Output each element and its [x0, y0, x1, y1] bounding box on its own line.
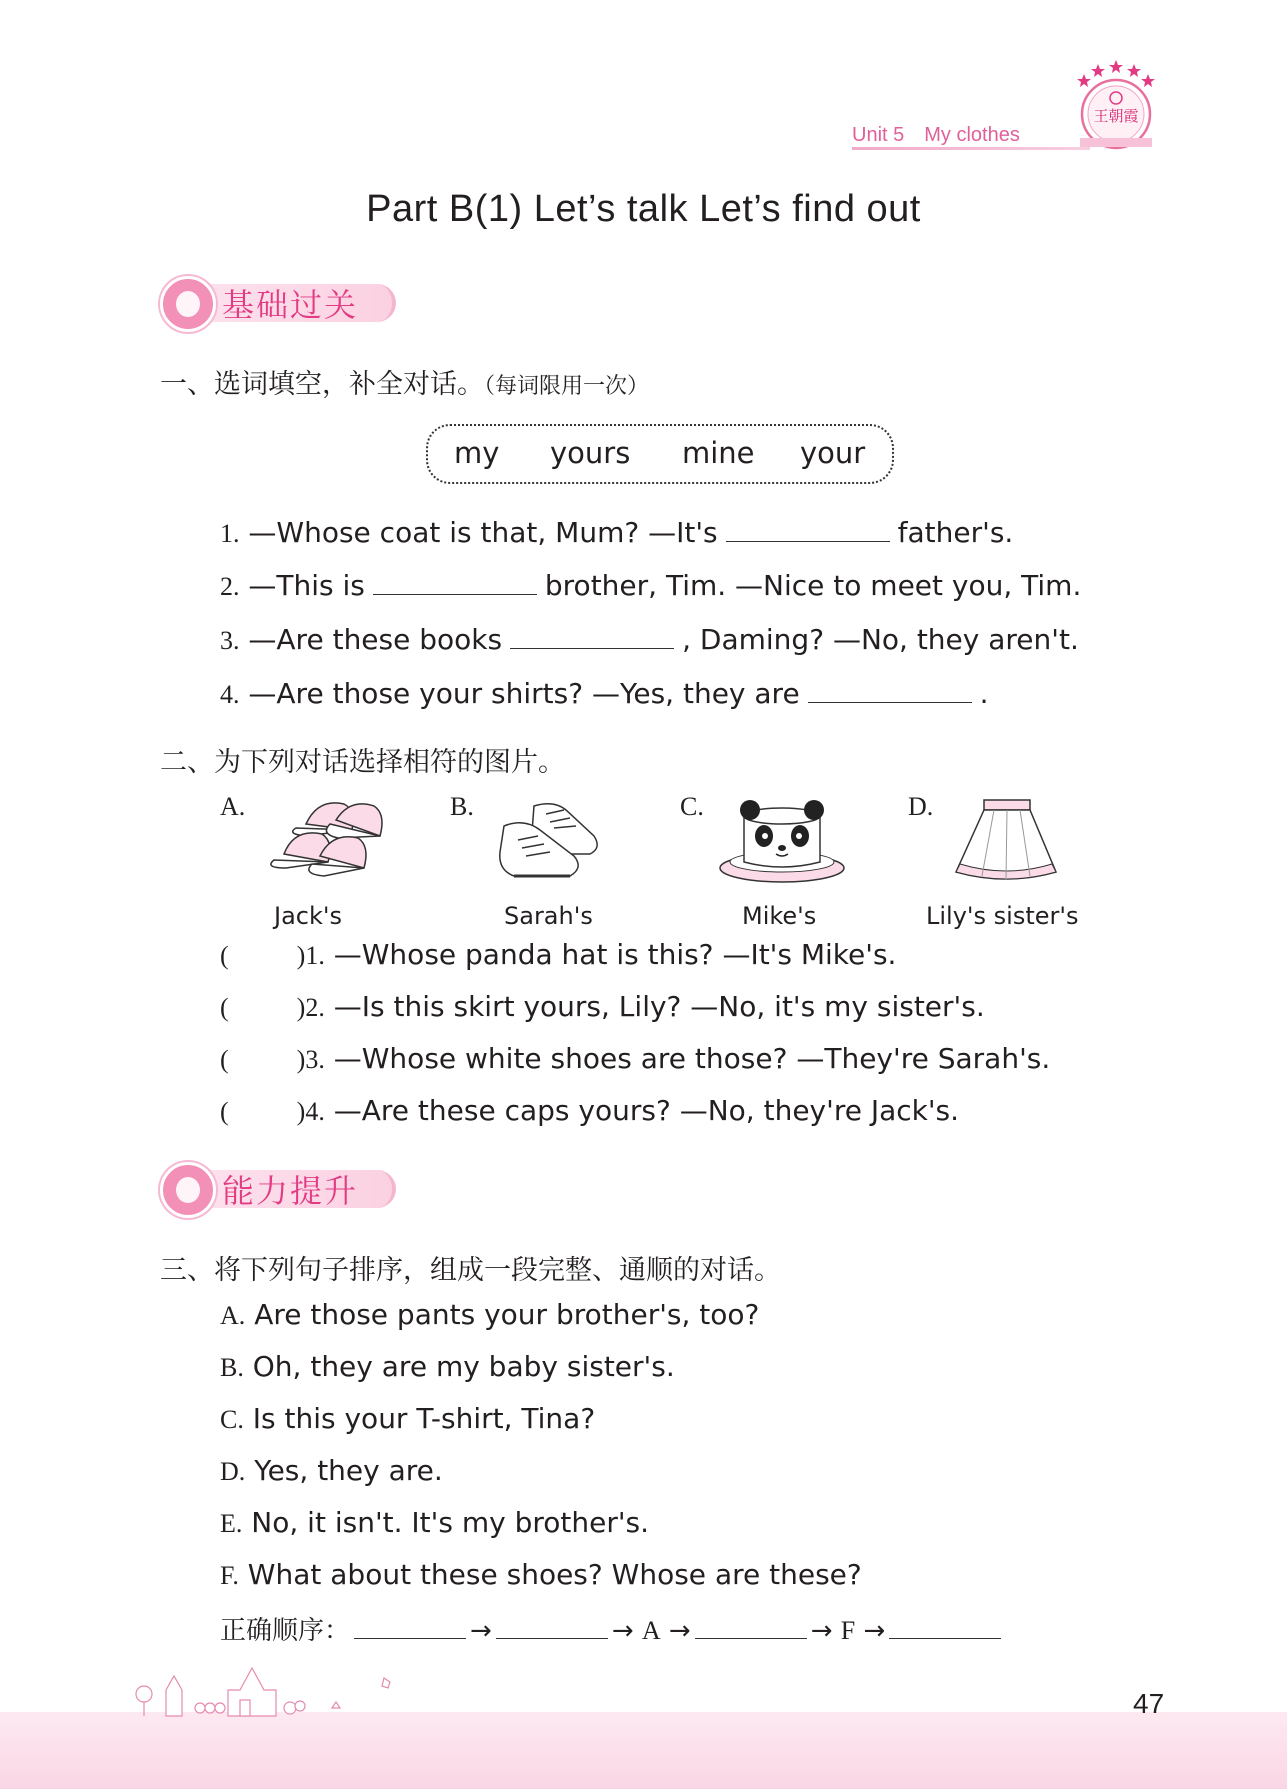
sentence-b — [220, 1350, 675, 1383]
arrow-icon: → — [863, 1616, 886, 1646]
panda-hat-icon — [716, 796, 848, 886]
answer-blank[interactable] — [373, 568, 537, 595]
item-text: father's. — [897, 516, 1014, 549]
order-answer-row — [220, 1610, 1005, 1647]
unit-number: Unit 5 — [852, 124, 905, 146]
sentence-a — [220, 1298, 759, 1331]
option-caption-c: Mike's — [742, 902, 817, 930]
sentence-f — [220, 1558, 862, 1591]
fill-item-3 — [220, 622, 1079, 656]
item-number: 2. — [220, 572, 240, 601]
word-bank — [426, 424, 894, 484]
question-2-heading: 二、为下列对话选择相符的图片。 — [160, 747, 565, 778]
badge-logo-text: 王朝霞 — [1093, 107, 1139, 125]
order-blank-1[interactable] — [354, 1612, 466, 1639]
mascot-icon — [160, 276, 216, 332]
answer-blank[interactable] — [808, 676, 972, 703]
skirt-icon — [950, 796, 1062, 888]
question-1-title: 一、选词填空，补全对话。 — [160, 369, 484, 400]
sentence-text: Is this your T-shirt, Tina? — [252, 1402, 596, 1435]
word-bank-word: mine — [682, 436, 755, 470]
option-label-d: D. — [908, 792, 934, 821]
given-answer-f: F — [840, 1616, 856, 1645]
sentence-e — [220, 1506, 649, 1539]
unit-title: My clothes — [924, 124, 1020, 146]
sentence-text: Are those pants your brother's, too? — [254, 1298, 760, 1331]
item-text: —Whose panda hat is this? —It's Mike's. — [333, 938, 897, 971]
sentence-c — [220, 1402, 595, 1435]
order-blank-3[interactable] — [695, 1612, 807, 1639]
answer-blank[interactable] — [510, 622, 674, 649]
fill-item-2 — [220, 568, 1081, 602]
item-text: —Is this skirt yours, Lily? —No, it's my sister's. — [333, 990, 985, 1023]
word-bank-word: your — [800, 436, 866, 470]
match-item-2 — [220, 990, 985, 1023]
sentence-label: A. — [220, 1301, 246, 1330]
unit-label — [852, 124, 1040, 147]
item-text: brother, Tim. —Nice to meet you, Tim. — [544, 569, 1082, 602]
option-label-c: C. — [680, 792, 704, 821]
option-label-a: A. — [220, 792, 246, 821]
section-banner-advanced — [160, 1162, 400, 1214]
given-answer-a: A — [641, 1616, 661, 1645]
option-caption-a: Jack's — [274, 902, 342, 930]
open-paren: ( — [220, 1045, 229, 1074]
open-paren: ( — [220, 1097, 229, 1126]
item-number: 1. — [220, 519, 240, 548]
arrow-icon: → — [668, 1616, 691, 1646]
item-text: —Are those your shirts? —Yes, they are — [248, 677, 800, 710]
match-item-4 — [220, 1094, 959, 1127]
sentence-d — [220, 1454, 443, 1487]
item-text: —Whose coat is that, Mum? —It's — [248, 516, 718, 549]
option-caption-b: Sarah's — [504, 902, 593, 930]
sentence-label: C. — [220, 1405, 244, 1434]
banner-label: 基础过关 — [222, 286, 359, 324]
footer-band — [0, 1712, 1287, 1789]
sentence-label: E. — [220, 1509, 243, 1538]
arrow-icon: → — [810, 1616, 833, 1646]
order-blank-2[interactable] — [496, 1612, 608, 1639]
order-label: 正确顺序： — [220, 1616, 351, 1646]
sentence-text: What about these shoes? Whose are these? — [247, 1558, 862, 1591]
option-caption-d: Lily's sister's — [926, 902, 1079, 930]
sentence-label: D. — [220, 1457, 246, 1486]
page-number: 47 — [1133, 1688, 1165, 1719]
sentence-text: Yes, they are. — [254, 1454, 443, 1487]
item-number: )3. — [296, 1045, 325, 1074]
publisher-badge-icon — [1070, 58, 1162, 154]
answer-slot[interactable] — [233, 1094, 293, 1120]
mascot-icon — [160, 1162, 216, 1218]
shoes-icon — [494, 796, 606, 886]
item-number: 3. — [220, 626, 240, 655]
item-text: —Are these books — [248, 623, 503, 656]
item-text: , Daming? —No, they aren't. — [682, 623, 1079, 656]
item-text: —This is — [248, 569, 365, 602]
sentence-label: F. — [220, 1561, 239, 1590]
banner-label: 能力提升 — [222, 1172, 359, 1210]
item-text: . — [979, 677, 989, 710]
section-banner-basic — [160, 276, 400, 328]
answer-slot[interactable] — [233, 990, 293, 1016]
caps-icon — [266, 794, 396, 886]
fill-item-4 — [220, 676, 989, 710]
page-title: Part B(1) Let’s talk Let’s find out — [366, 188, 921, 230]
question-1-heading — [160, 362, 649, 401]
arrow-icon: → — [470, 1616, 492, 1646]
word-bank-word: yours — [550, 436, 631, 470]
sentence-text: Oh, they are my baby sister's. — [252, 1350, 675, 1383]
item-number: )1. — [296, 941, 325, 970]
castle-decoration-icon — [122, 1660, 402, 1720]
option-label-b: B. — [450, 792, 474, 821]
item-text: —Are these caps yours? —No, they're Jack's. — [333, 1094, 960, 1127]
answer-slot[interactable] — [233, 938, 293, 964]
match-item-1 — [220, 938, 896, 971]
open-paren: ( — [220, 993, 229, 1022]
sentence-text: No, it isn't. It's my brother's. — [251, 1506, 650, 1539]
answer-slot[interactable] — [233, 1042, 293, 1068]
header-divider — [852, 147, 1090, 150]
word-bank-word: my — [454, 436, 500, 470]
item-number: )2. — [296, 993, 325, 1022]
item-number: 4. — [220, 680, 240, 709]
item-text: —Whose white shoes are those? —They're Sarah's. — [333, 1042, 1051, 1075]
open-paren: ( — [220, 941, 229, 970]
question-1-note: （每词限用一次） — [484, 374, 650, 399]
question-3-heading: 三、将下列句子排序，组成一段完整、通顺的对话。 — [160, 1255, 781, 1286]
item-number: )4. — [296, 1097, 325, 1126]
sentence-label: B. — [220, 1353, 244, 1382]
match-item-3 — [220, 1042, 1050, 1075]
answer-blank[interactable] — [726, 515, 890, 542]
arrow-icon: → — [611, 1616, 634, 1646]
fill-item-1 — [220, 515, 1013, 549]
order-blank-4[interactable] — [889, 1612, 1001, 1639]
